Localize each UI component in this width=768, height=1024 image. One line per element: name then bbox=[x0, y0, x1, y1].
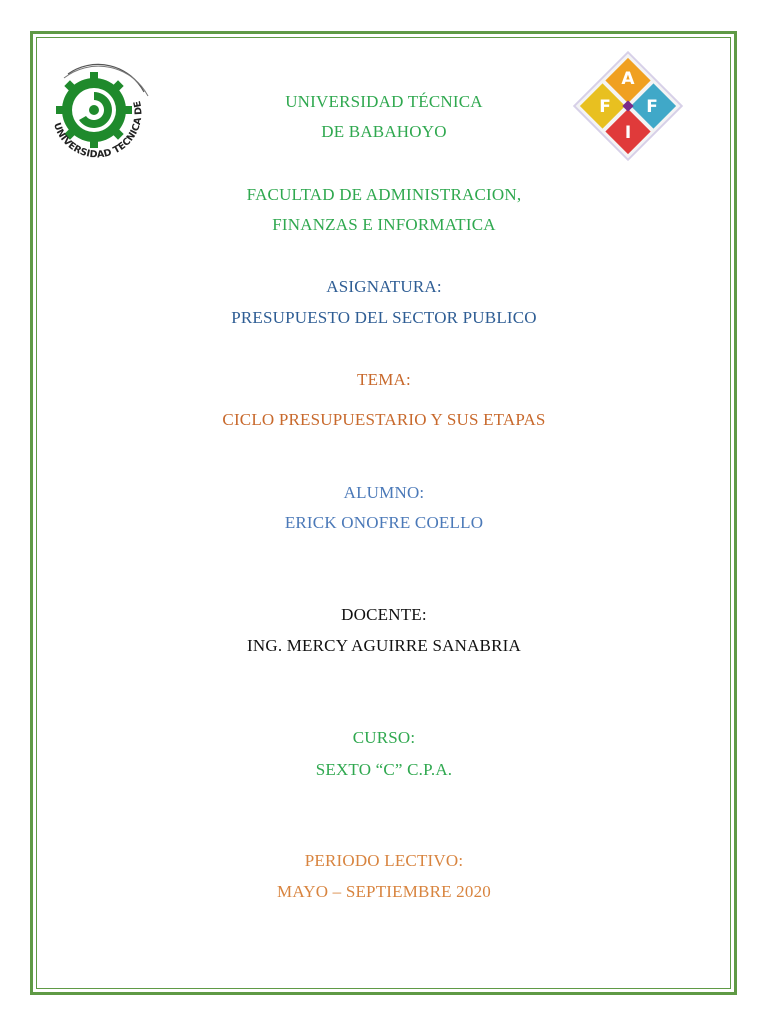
teacher-value: ING. MERCY AGUIRRE SANABRIA bbox=[247, 636, 521, 655]
svg-text:I: I bbox=[624, 123, 632, 143]
subject-label: ASIGNATURA: bbox=[326, 277, 442, 296]
course-label: CURSO: bbox=[352, 728, 416, 747]
faculty-name-line2: FINANZAS E INFORMATICA bbox=[272, 215, 496, 234]
student-label: ALUMNO: bbox=[343, 483, 425, 502]
svg-text:A: A bbox=[621, 69, 635, 89]
svg-text:F: F bbox=[646, 97, 658, 117]
faculty-name-line1: FACULTAD DE ADMINISTRACION, bbox=[246, 185, 522, 204]
svg-text:F: F bbox=[599, 97, 611, 117]
student-value: ERICK ONOFRE COELLO bbox=[284, 513, 484, 532]
topic-label: TEMA: bbox=[357, 370, 411, 389]
period-label: PERIODO LECTIVO: bbox=[304, 851, 464, 870]
topic-value: CICLO PRESUPUESTARIO Y SUS ETAPAS bbox=[222, 410, 546, 429]
svg-text:UNIVERSIDAD TECNICA DE BABAHOY: UNIVERSIDAD TECNICA DE bbox=[50, 99, 145, 161]
university-name-line2: DE BABAHOYO bbox=[321, 122, 447, 141]
university-seal-logo bbox=[40, 62, 154, 172]
period-value: MAYO – SEPTIEMBRE 2020 bbox=[277, 882, 491, 901]
course-value: SEXTO “C” C.P.A. bbox=[315, 760, 453, 779]
subject-value: PRESUPUESTO DEL SECTOR PUBLICO bbox=[231, 308, 537, 327]
teacher-label: DOCENTE: bbox=[341, 605, 427, 624]
university-name-line1: UNIVERSIDAD TÉCNICA bbox=[285, 92, 483, 111]
